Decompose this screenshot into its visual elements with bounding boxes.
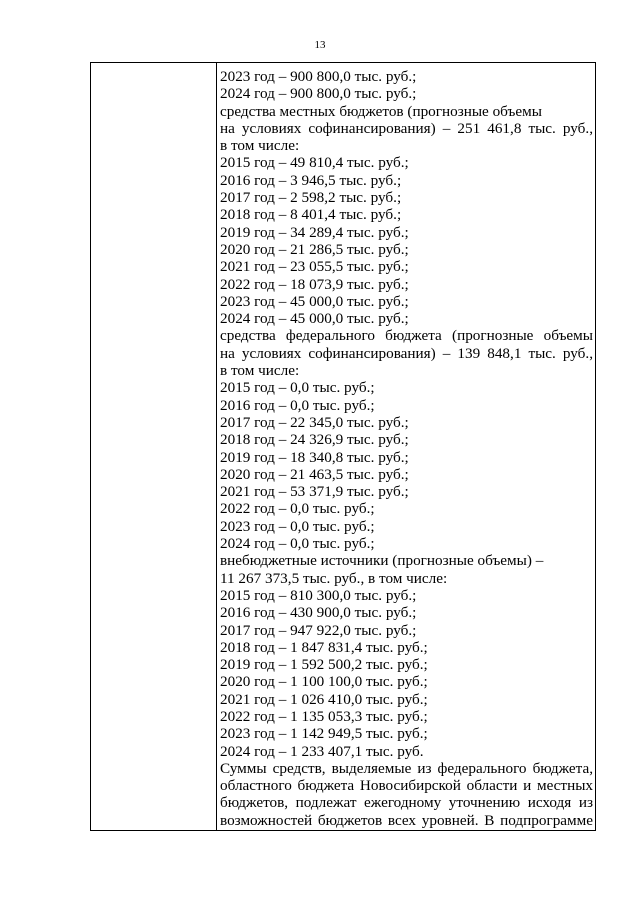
text-line: в том числе: bbox=[220, 137, 300, 155]
text-line: 2019 год – 18 340,8 тыс. руб.; bbox=[220, 448, 409, 466]
text-line: 2018 год – 8 401,4 тыс. руб.; bbox=[220, 206, 402, 224]
text-line: 2015 год – 0,0 тыс. руб.; bbox=[220, 379, 375, 397]
text-line: 2020 год – 21 463,5 тыс. руб.; bbox=[220, 465, 409, 483]
funding-text-cell bbox=[220, 68, 593, 829]
text-line: 2019 год – 34 289,4 тыс. руб.; bbox=[220, 223, 409, 241]
text-line: 2018 год – 24 326,9 тыс. руб.; bbox=[220, 431, 409, 449]
text-line: 2021 год – 53 371,9 тыс. руб.; bbox=[220, 483, 409, 501]
text-line: 2016 год – 3 946,5 тыс. руб.; bbox=[220, 171, 402, 189]
text-line: средства федерального бюджета (прогнозные объемы bbox=[220, 327, 593, 345]
text-line: 2017 год – 2 598,2 тыс. руб.; bbox=[220, 189, 402, 207]
text-line: Суммы средств, выделяемые из федерального бюджета, bbox=[220, 759, 593, 777]
text-line: на условиях софинансирования) – 139 848,1 тыс. руб., bbox=[220, 344, 593, 362]
text-line: в том числе: bbox=[220, 362, 300, 380]
text-line: 2020 год – 21 286,5 тыс. руб.; bbox=[220, 240, 409, 258]
text-line: 2017 год – 947 922,0 тыс. руб.; bbox=[220, 621, 417, 639]
page-number: 13 bbox=[314, 39, 326, 51]
text-line: 2023 год – 45 000,0 тыс. руб.; bbox=[220, 292, 409, 310]
text-line: 2021 год – 1 026 410,0 тыс. руб.; bbox=[220, 690, 428, 708]
text-line: внебюджетные источники (прогнозные объемы) – bbox=[220, 552, 544, 570]
text-line: 2022 год – 18 073,9 тыс. руб.; bbox=[220, 275, 409, 293]
text-line: 2023 год – 900 800,0 тыс. руб.; bbox=[220, 68, 417, 85]
text-line: 2020 год – 1 100 100,0 тыс. руб.; bbox=[220, 673, 428, 691]
left-cell bbox=[91, 63, 216, 830]
text-line: 2016 год – 0,0 тыс. руб.; bbox=[220, 396, 375, 414]
text-line: возможностей бюджетов всех уровней. В подпрограмме bbox=[220, 811, 593, 829]
text-line: 2023 год – 0,0 тыс. руб.; bbox=[220, 517, 375, 535]
column-divider bbox=[216, 63, 217, 830]
text-line: 2015 год – 810 300,0 тыс. руб.; bbox=[220, 586, 417, 604]
text-line: 2022 год – 0,0 тыс. руб.; bbox=[220, 500, 375, 518]
text-line: 2021 год – 23 055,5 тыс. руб.; bbox=[220, 258, 409, 276]
text-line: 2024 год – 900 800,0 тыс. руб.; bbox=[220, 85, 417, 103]
text-line: областного бюджета Новосибирской области и местных bbox=[220, 777, 593, 795]
text-line: 2019 год – 1 592 500,2 тыс. руб.; bbox=[220, 656, 428, 674]
text-line: 2015 год – 49 810,4 тыс. руб.; bbox=[220, 154, 409, 172]
text-line: средства местных бюджетов (прогнозные объемы bbox=[220, 102, 542, 120]
text-line: 2024 год – 45 000,0 тыс. руб.; bbox=[220, 310, 409, 328]
text-line: 2024 год – 0,0 тыс. руб.; bbox=[220, 535, 375, 553]
text-line: 11 267 373,5 тыс. руб., в том числе: bbox=[220, 569, 448, 587]
text-line: на условиях софинансирования) – 251 461,8 тыс. руб., bbox=[220, 119, 593, 137]
text-line: 2024 год – 1 233 407,1 тыс. руб. bbox=[220, 742, 424, 760]
text-line: 2018 год – 1 847 831,4 тыс. руб.; bbox=[220, 638, 428, 656]
funding-table bbox=[90, 62, 596, 831]
text-line: бюджетов, подлежат ежегодному уточнению исходя из bbox=[220, 794, 593, 812]
text-line: 2016 год – 430 900,0 тыс. руб.; bbox=[220, 604, 417, 622]
text-line: 2022 год – 1 135 053,3 тыс. руб.; bbox=[220, 707, 428, 725]
text-line: 2017 год – 22 345,0 тыс. руб.; bbox=[220, 413, 409, 431]
text-line: 2023 год – 1 142 949,5 тыс. руб.; bbox=[220, 725, 428, 743]
